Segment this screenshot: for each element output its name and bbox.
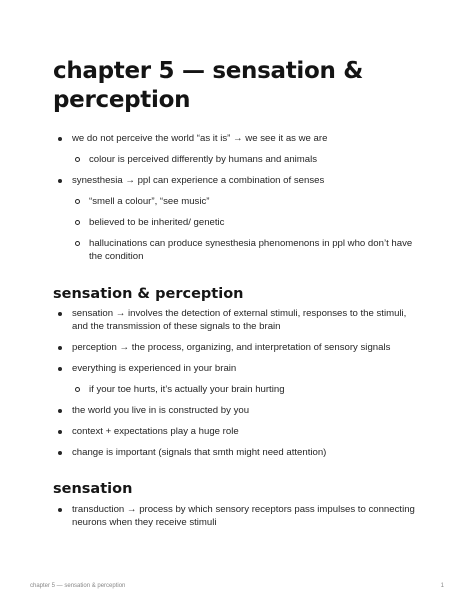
list-item: change is important (signals that smth might need attention) [53, 446, 423, 459]
list-item: context + expectations play a huge role [53, 425, 423, 438]
list-item: “smell a colour”, “see music” [72, 195, 423, 208]
sensation-perception-list [53, 307, 423, 467]
list-item: perception → the process, organizing, and interpretation of sensory signals [53, 341, 423, 354]
list-item: the world you live in is constructed by you [53, 404, 423, 417]
section-heading-sensation-perception: sensation & perception [53, 286, 244, 302]
list-item: colour is perceived differently by humans and animals [72, 153, 423, 166]
page-title: chapter 5 — sensation & perception [53, 58, 364, 113]
sensation-list [53, 503, 423, 537]
list-item: sensation → involves the detection of external stimuli, responses to the stimuli, and the transmission of these signals to the brain [53, 307, 423, 333]
page-number: 1 [440, 583, 444, 589]
list-item: believed to be inherited/ genetic [72, 216, 423, 229]
intro-list [53, 132, 423, 271]
list-item: if your toe hurts, it’s actually your brain hurting [72, 383, 423, 396]
list-item: everything is experienced in your brain [53, 362, 423, 375]
section-heading-sensation: sensation [53, 481, 133, 497]
list-item: synesthesia → ppl can experience a combination of senses [53, 174, 423, 187]
list-item: transduction → process by which sensory receptors pass impulses to connecting neurons when they receive stimuli [53, 503, 423, 529]
list-item: we do not perceive the world “as it is” → we see it as we are [53, 132, 423, 145]
footer-label: chapter 5 — sensation & perception [30, 583, 126, 589]
list-item: hallucinations can produce synesthesia phenomenons in ppl who don’t have the condition [72, 237, 423, 263]
